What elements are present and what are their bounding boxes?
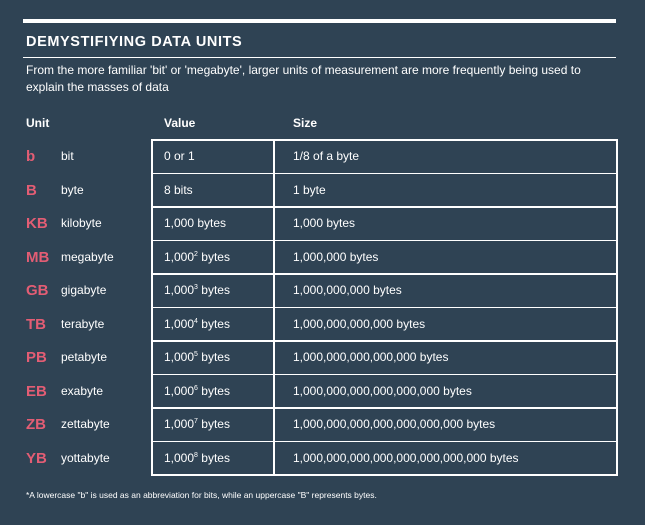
unit-value (164, 308, 230, 341)
unit-size: 1,000,000,000 bytes (293, 283, 402, 297)
top-rule (23, 19, 616, 23)
unit-name: byte (61, 182, 84, 197)
unit-name: petabyte (61, 350, 108, 364)
column-header-size: Size (293, 116, 318, 130)
unit-abbreviation: b (26, 148, 36, 165)
table-row (0, 207, 645, 240)
unit-abbreviation: TB (26, 315, 46, 333)
unit-value-exponent: 5 (194, 351, 198, 358)
unit-value-base: 1,000 (164, 383, 195, 398)
unit-value (164, 241, 230, 274)
unit-value-exponent: 8 (194, 451, 198, 459)
unit-value-exponent: 7 (194, 418, 198, 425)
unit-value-suffix: bytes (197, 249, 230, 264)
unit-abbreviation: ZB (26, 416, 46, 433)
unit-size: 1,000,000,000,000,000,000 bytes (293, 383, 472, 398)
title-divider (23, 57, 616, 58)
unit-name: bit (61, 149, 74, 163)
unit-size: 1,000,000 bytes (293, 249, 379, 264)
unit-name: zettabyte (61, 417, 110, 431)
unit-value-base: 1,000 (164, 350, 195, 364)
unit-value (164, 274, 230, 307)
table-row (0, 341, 645, 374)
column-header-unit: Unit (26, 116, 50, 130)
unit-value-suffix: bytes (197, 316, 230, 331)
unit-value-exponent: 4 (194, 317, 198, 325)
unit-value (164, 341, 230, 374)
page-title: DEMYSTIFIYING DATA UNITS (26, 34, 243, 50)
unit-value-exponent: 6 (194, 384, 198, 392)
unit-abbreviation: PB (26, 349, 47, 366)
unit-value-base: 1,000 (164, 450, 195, 465)
unit-size: 1/8 of a byte (293, 149, 360, 163)
unit-abbreviation: EB (26, 382, 47, 400)
unit-size: 1,000,000,000,000,000,000,000,000 bytes (293, 450, 519, 465)
unit-name: kilobyte (61, 216, 102, 230)
table-row (0, 308, 645, 341)
unit-value (164, 375, 230, 408)
unit-value-base: 1,000 (164, 283, 195, 297)
unit-abbreviation: KB (26, 215, 48, 232)
table-row (0, 375, 645, 408)
unit-size: 1,000,000,000,000 bytes (293, 316, 426, 331)
unit-name: yottabyte (61, 450, 110, 465)
table-row (0, 442, 645, 475)
column-header-value: Value (164, 116, 196, 130)
unit-value-exponent: 2 (194, 250, 198, 258)
table-row (0, 408, 645, 441)
unit-value (164, 442, 230, 475)
unit-value (164, 174, 193, 207)
unit-value-base: 8 bits (164, 182, 193, 197)
unit-size: 1,000,000,000,000,000 bytes (293, 350, 449, 364)
unit-value-base: 1,000 (164, 417, 195, 431)
unit-abbreviation: YB (26, 449, 47, 467)
unit-size: 1,000,000,000,000,000,000,000 bytes (293, 417, 496, 431)
unit-value-suffix: bytes (197, 383, 230, 398)
unit-value-exponent: 3 (194, 284, 198, 291)
unit-value-suffix: bytes (197, 417, 230, 431)
unit-value-base: 0 or 1 (164, 149, 195, 163)
table-row (0, 241, 645, 274)
unit-name: gigabyte (61, 283, 107, 297)
unit-value-suffix: bytes (197, 350, 230, 364)
unit-value (164, 408, 230, 441)
unit-size: 1 byte (293, 182, 326, 197)
unit-value-base: 1,000 (164, 316, 195, 331)
unit-abbreviation: B (26, 181, 37, 199)
unit-name: megabyte (61, 249, 114, 264)
table-row (0, 174, 645, 207)
unit-abbreviation: MB (26, 248, 50, 266)
unit-abbreviation: GB (26, 282, 49, 299)
unit-value-suffix: bytes (197, 450, 230, 465)
unit-name: terabyte (61, 316, 105, 331)
unit-name: exabyte (61, 383, 104, 398)
page-subtitle: From the more familiar 'bit' or 'megabyte', larger units of measurement are more frequently being used to explain the masses of data (26, 63, 581, 94)
table-row (0, 140, 645, 173)
unit-value-base: 1,000 (164, 249, 195, 264)
table-row (0, 274, 645, 307)
unit-size: 1,000 bytes (293, 216, 356, 230)
unit-value (164, 140, 195, 173)
footnote: *A lowercase "b" is used as an abbreviation for bits, while an uppercase "B" represents bytes. (26, 490, 377, 500)
unit-value (164, 207, 226, 240)
unit-value-base: 1,000 bytes (164, 216, 227, 230)
unit-value-suffix: bytes (197, 283, 230, 297)
